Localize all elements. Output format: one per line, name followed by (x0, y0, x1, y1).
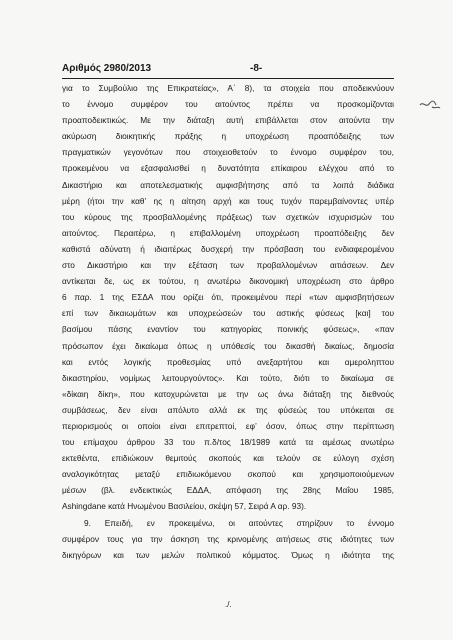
text-line: συμβάσεως, δεν είναι απόλυτο αλλά εκ της φύσεώς του υπόκειται σε (62, 404, 394, 415)
header-rule (62, 78, 394, 79)
text-line: «δίκαιη δίκη», που κατοχυρώνεται με την ως άνω διάταξη της διεθνούς (62, 388, 394, 399)
text-line: πρόσωπον έχει δικαίωμα όπως η υπόθεσίς του δικασθή δικαίως, δημοσία (62, 340, 394, 351)
text-line: προαποδεικτικώς. Με την διάταξη αυτή επιβάλλεται στον αιτούντα την (62, 115, 394, 126)
text-line: του κύρους της προσβαλλομένης πράξεως) των σχετικών ισχυρισμών του (62, 211, 394, 222)
text-line: δικηγόρων και των μελών πολιτικού κόμματος. Όμως η ιδιότητα της (62, 549, 394, 560)
handwritten-mark-icon (418, 96, 442, 112)
case-number: Αριθμός 2980/2013 (62, 63, 152, 74)
text-line: 6 παρ. 1 της ΕΣΔΑ που ορίζει ότι, προκειμένου περί «των αμφισβητήσεων (62, 292, 394, 303)
text-line: βασίμου πάσης εναντίον του κατηγορίας ποινικής φύσεως», «παν (62, 324, 394, 335)
text-line: μέρη (ήτοι την καθ’ ης η αίτηση αρχή και τους τυχόν παρεμβαίνοντες υπέρ (62, 195, 394, 206)
text-line: εκτεθέντα, επιδιώκουν θεμιτούς σκοπούς και τελούν σε εύλογη σχέση (62, 453, 394, 464)
page-header (62, 62, 392, 76)
page-number: -8- (250, 63, 263, 74)
text-line: ακύρωση διοικητικής πράξης η υποχρέωση προαπόδειξης των (62, 131, 394, 142)
text-line: μέσων (βλ. ενδεικτικώς ΕΔΔΑ, απόφαση της 28ης Μαΐου 1985, (62, 485, 394, 496)
text-line: αντίκειται δε, ως εκ τούτου, η ανωτέρω δικονομική υποχρέωση στο άρθρο (62, 276, 394, 287)
text-line: δικαστηρίου, νομίμως λειτουργούντος». Και τούτο, διότι το δικαίωμα σε (62, 372, 394, 383)
paragraph-start-line: 9. Επειδή, εν προκειμένω, οι αιτούντες στηρίζουν το έννομο (84, 517, 394, 528)
text-line: Δικαστήριο και αποτελεσματικής αμφισβήτησης από τα λοιπά διάδικα (62, 179, 394, 190)
text-line: για το Συμβούλιο της Επικρατείας», Α΄ 8), τα στοιχεία που αποδεικνύουν (62, 83, 394, 93)
text-line: Ashingdane κατά Ηνωμένου Βασιλείου, σκέψη 57, Σειρά Α αρ. 93). (62, 501, 307, 512)
text-line: αναλογικότητας μεταξύ επιδιωκόμενου σκοπού και χρησιμοποιούμενων (62, 469, 394, 480)
text-line: επί των δικαιωμάτων και υποχρεώσεών του αστικής φύσεως [και] του (62, 308, 394, 319)
text-line: του επίμαχου άρθρου 33 του π.δ/τος 18/1989 κατά τα αμέσως ανωτέρω (62, 437, 394, 448)
text-line: πραγματικών γεγονότων που στοιχειοθετούν το έννομο συμφέρον του, (62, 147, 394, 158)
text-line: το έννομο συμφέρον του αιτούντος πρέπει να προσκομίζονται (62, 99, 394, 110)
text-line: προκειμένου να εξασφαλισθεί η δυνατότητα επίκαιρου ελέγχου από το (62, 163, 394, 174)
continuation-mark: ./. (225, 600, 232, 609)
text-line: συμφέρον τους για την άσκηση της κρινομένης αιτήσεως στις ιδιότητες των (62, 533, 394, 544)
text-line: στο Δικαστήριο και την εξέταση των προβαλλομένων αιτιάσεων. Δεν (62, 260, 394, 271)
text-line: περιορισμούς οι οποίοι είναι επιτρεπτοί, εφ’ όσον, όπως στην περίπτωση (62, 420, 394, 431)
document-body (62, 80, 394, 563)
text-line: αιτούντος. Περαιτέρω, η επιβαλλομένη υποχρέωση προαπόδειξης δεν (62, 227, 394, 238)
text-line: καθιστά αδύνατη ή ιδιαιτέρως δυσχερή την πρόσβαση του ενδιαφερομένου (62, 243, 394, 254)
text-line: και εντός λογικής προθεσμίας υπό ανεξαρτήτου και αμεροληπτου (62, 356, 394, 367)
